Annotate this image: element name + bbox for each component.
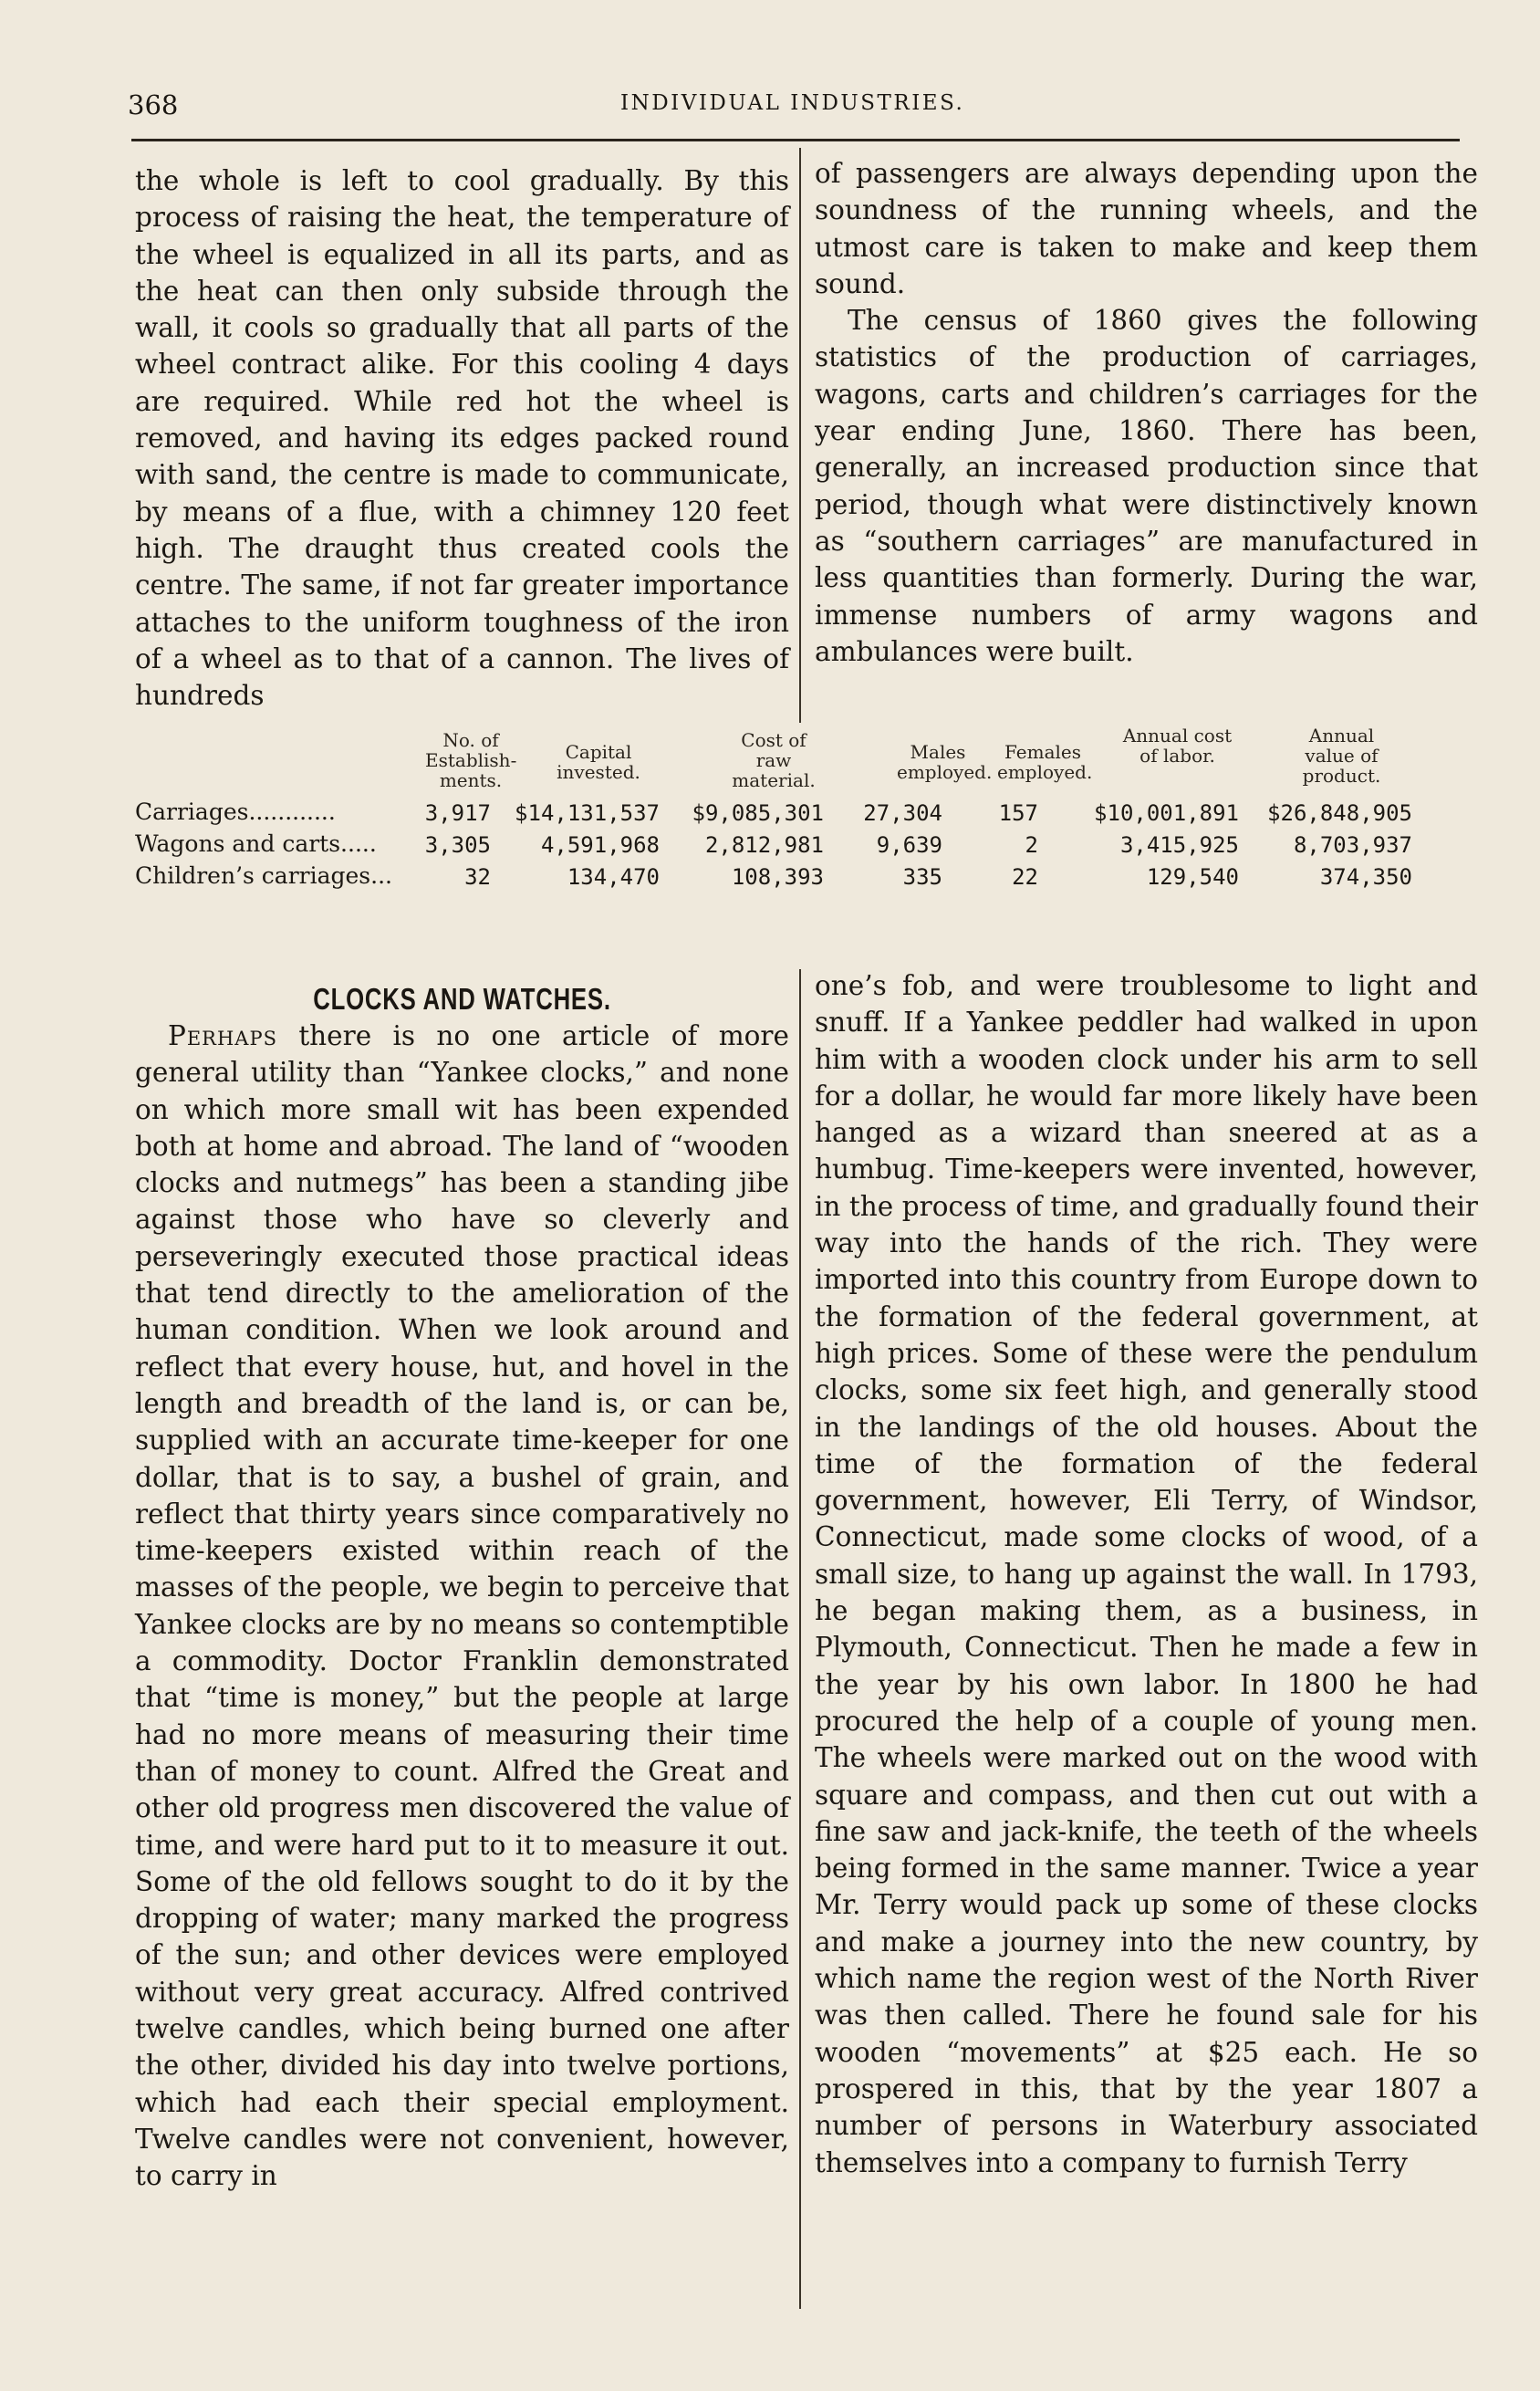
table-cell: 27,304 bbox=[863, 800, 942, 826]
header-rule bbox=[131, 139, 1460, 141]
table-cell: 4,591,968 bbox=[540, 832, 660, 858]
bottom-right-column bbox=[815, 967, 1478, 2181]
table-cell: 2 bbox=[1025, 832, 1038, 858]
paragraph: The census of 1860 gives the following statistics of the production of carriages, wagons, carts and children’s carriages for the year ending June, 1860. There has been, generally, an increased production since that period, though what were distinctively known as “southern carriages” are manufactured in less quantities than formerly. During the war, immense numbers of army wagons and ambulances were built. bbox=[815, 305, 1478, 667]
table-cell: $10,001,891 bbox=[1094, 800, 1239, 826]
paragraph-text: there is no one article of more general utility than “Yankee clocks,” and none on which more small wit has been expended both at home and abroad. The land of “wooden clocks and nutmegs” has been a standing jibe against those who have so cleverly and perseveringly executed those practical ideas that tend directly to the amelioration of the human condition. When we look around and reflect that every house, hut, and hovel in the length and breadth of the land is, or can be, supplied with an accurate time-keeper for one dollar, that is to say, a bushel of grain, and reflect that thirty years since comparatively no time-keepers existed within reach of the masses of the people, we begin to perceive that Yankee clocks are by no means so contemptible a commodity. Doctor Franklin demonstrated that “time is money,” but the people at large had no more means of measuring their time than of money to count. Alfred the Great and other old progress men discovered the value of time, and were hard put to it to measure it out. Some of the old fellows sought to do it by the dropping of water; many marked the progress of the sun; and other devices were employed without very great accuracy. Alfred contrived twelve candles, which being burned one after the other, divided his day into twelve portions, which had each their special employment. Twelve candles were not convenient, however, to carry in bbox=[135, 1020, 789, 2192]
table-cell: $14,131,537 bbox=[515, 800, 660, 826]
column-divider-bottom bbox=[799, 969, 801, 2309]
table-cell: 335 bbox=[902, 864, 942, 890]
table-cell: 2,812,981 bbox=[704, 832, 824, 858]
column-header: Capital invested. bbox=[557, 741, 640, 783]
lead-word: Perhaps bbox=[168, 1020, 277, 1051]
page-number: 368 bbox=[128, 89, 179, 120]
column-header: Annual cost of labor. bbox=[1122, 725, 1233, 767]
table-cell: 108,393 bbox=[731, 864, 824, 890]
column-divider-top bbox=[799, 148, 801, 723]
top-left-column bbox=[135, 162, 789, 714]
table-cell: 3,415,925 bbox=[1119, 832, 1239, 858]
table-cell: $9,085,301 bbox=[692, 800, 824, 826]
column-header: Females employed. bbox=[997, 741, 1093, 783]
column-header: Males employed. bbox=[897, 741, 993, 783]
table-cell: 9,639 bbox=[876, 832, 942, 858]
table-cell: 8,703,937 bbox=[1293, 832, 1412, 858]
table-cell: $26,848,905 bbox=[1267, 800, 1412, 826]
paragraph: one’s fob, and were troublesome to light and snuff. If a Yankee peddler had walked in upon him with a wooden clock under his arm to sell for a dollar, he would far more likely have been hanged as a wizard than sneered at as a humbug. Time-keepers were invented, however, in the process of time, and gradually found their way into the hands of the rich. They were imported into this country from Europe down to the formation of the federal government, at high prices. Some of these were the pendulum clocks, some six feet high, and generally stood in the landings of the old houses. About the time of the formation of the federal government, however, Eli Terry, of Windsor, Connecticut, made some clocks of wood, of a small size, to hang up against the wall. In 1793, he began making them, as a business, in Plymouth, Connecticut. Then he made a few in the year by his own labor. In 1800 he had procured the help of a couple of young men. The wheels were marked out on the wood with square and compass, and then cut out with a fine saw and jack-knife, the teeth of the wheels being formed in the same manner. Twice a year Mr. Terry would pack up some of these clocks and make a journey into the new country, by which name the region west of the North River was then called. There he found sale for his wooden “movements” at $25 each. He so prospered in this, that by the year 1807 a number of persons in Waterbury associated themselves into a company to furnish Terry bbox=[815, 970, 1478, 2178]
table-cell: 157 bbox=[998, 800, 1038, 826]
row-label: Carriages............ bbox=[135, 799, 336, 825]
section-title: CLOCKS AND WATCHES. bbox=[313, 982, 611, 1016]
row-label: Children’s carriages... bbox=[135, 862, 392, 889]
table-cell: 134,470 bbox=[567, 864, 660, 890]
bottom-left-column bbox=[135, 1018, 789, 2195]
table-cell: 129,540 bbox=[1146, 864, 1239, 890]
top-right-column bbox=[815, 155, 1478, 670]
paragraph bbox=[135, 1018, 789, 2195]
row-label: Wagons and carts..... bbox=[135, 830, 377, 857]
table-cell: 22 bbox=[1012, 864, 1038, 890]
running-title: INDIVIDUAL INDUSTRIES. bbox=[620, 91, 965, 115]
column-header: No. of Establish-ments. bbox=[425, 729, 517, 791]
page-header bbox=[128, 89, 1460, 126]
census-statistics-table bbox=[135, 726, 1467, 945]
table-cell: 3,305 bbox=[424, 832, 491, 858]
column-header: Annual value of product. bbox=[1302, 725, 1381, 787]
table-cell: 374,350 bbox=[1319, 864, 1412, 890]
table-cell: 3,917 bbox=[424, 800, 491, 826]
paragraph: of passengers are always depending upon the soundness of the running wheels, and the utmost care is taken to make and keep them sound. bbox=[815, 158, 1478, 299]
column-header: Cost of raw material. bbox=[732, 729, 816, 791]
paragraph: the whole is left to cool gradually. By this process of raising the heat, the temperature of the wheel is equalized in all its parts, and as the heat can then only subside through the wall, it cools so gradually that all parts of the wheel contract alike. For this cooling 4 days are required. While red hot the wheel is removed, and having its edges packed round with sand, the centre is made to communicate, by means of a flue, with a chimney 120 feet high. The draught thus created cools the centre. The same, if not far greater importance attaches to the uniform toughness of the iron of a wheel as to that of a cannon. The lives of hundreds bbox=[135, 165, 789, 712]
table-cell: 32 bbox=[464, 864, 491, 890]
